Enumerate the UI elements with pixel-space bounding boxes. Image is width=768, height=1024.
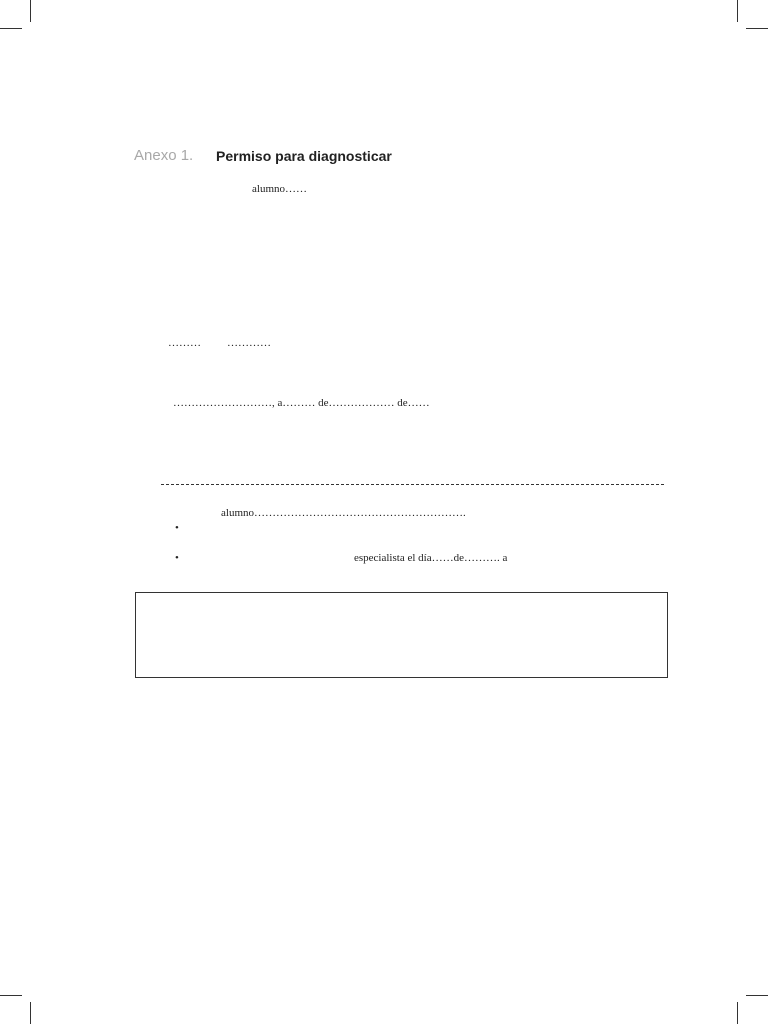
- blank-field-1: ………: [168, 337, 201, 349]
- place-date-field: ………………………, a……… de……………… de……: [173, 397, 430, 409]
- crop-mark-bottom-right-v: [737, 1002, 738, 1024]
- crop-mark-top-right-v: [737, 0, 738, 22]
- crop-mark-bottom-left-h: [0, 995, 22, 996]
- bullet-2: •: [175, 552, 179, 564]
- alumno-field-bottom: alumno………………………………………………….: [221, 507, 466, 519]
- annex-label: Anexo 1.: [134, 147, 194, 164]
- especialista-field: especialista el día……de………. a: [354, 552, 508, 564]
- blank-field-2: …………: [227, 337, 271, 349]
- crop-mark-bottom-left-v: [30, 1002, 31, 1024]
- crop-mark-top-left-h: [0, 28, 22, 29]
- crop-mark-top-right-h: [746, 28, 768, 29]
- cut-line-separator: [161, 484, 664, 485]
- signature-box: [135, 592, 668, 678]
- crop-mark-bottom-right-h: [746, 995, 768, 996]
- annex-title: Permiso para diagnosticar: [216, 148, 392, 164]
- bullet-1: •: [175, 522, 179, 534]
- crop-mark-top-left-v: [30, 0, 31, 22]
- alumno-field-top: alumno……: [252, 183, 307, 195]
